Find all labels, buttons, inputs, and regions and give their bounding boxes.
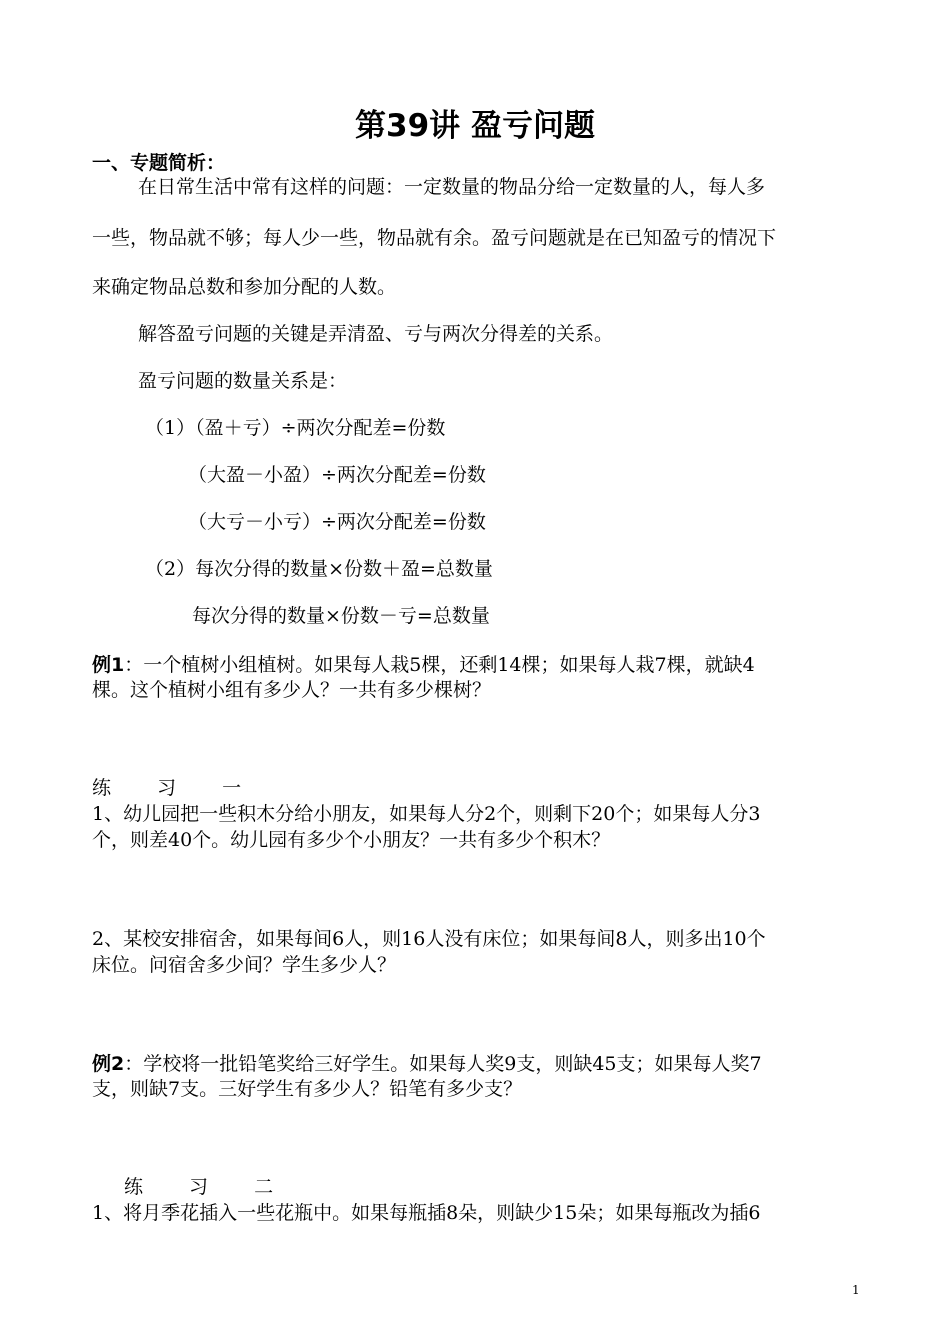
example-1-label: 例1 — [92, 654, 125, 676]
section-heading: 一、专题简析： — [92, 152, 226, 174]
intro-line-1: 在日常生活中常有这样的问题：一定数量的物品分给一定数量的人，每人多 — [138, 176, 766, 198]
example-2-label: 例2 — [92, 1053, 125, 1075]
example-1-line-2: 棵。这个植树小组有多少人？一共有多少棵树？ — [92, 679, 492, 701]
exercise-2-heading: 练 习 二 — [124, 1176, 294, 1198]
example-2-line-2: 支，则缺7支。三好学生有多少人？铅笔有多少支？ — [92, 1078, 523, 1100]
exercise-1-q1-line-1: 1、幼儿园把一些积木分给小朋友，如果每人分2个，则剩下20个；如果每人分3 — [92, 803, 761, 825]
exercise-1-heading: 练 习 一 — [92, 777, 262, 799]
intro-line-3: 来确定物品总数和参加分配的人数。 — [92, 276, 397, 298]
exercise-2-q1-line-1: 1、将月季花插入一些花瓶中。如果每瓶插8朵，则缺少15朵；如果每瓶改为插6 — [92, 1202, 761, 1224]
formula-1b: （大盈－小盈）÷两次分配差=份数 — [188, 464, 486, 486]
page-title: 第39讲 盈亏问题 — [355, 108, 595, 144]
example-2-text: ：学校将一批铅笔奖给三好学生。如果每人奖9支，则缺45支；如果每人奖7 — [124, 1053, 762, 1075]
intro-line-2: 一些，物品就不够；每人少一些，物品就有余。盈亏问题就是在已知盈亏的情况下 — [92, 227, 777, 249]
exercise-1-q2-line-1: 2、某校安排宿舍，如果每间6人，则16人没有床位；如果每间8人，则多出10个 — [92, 928, 766, 950]
example-1 — [92, 653, 755, 677]
example-1-text: ：一个植树小组植树。如果每人栽5棵，还剩14棵；如果每人栽7棵，就缺4 — [124, 654, 755, 676]
key-point: 解答盈亏问题的关键是弄清盈、亏与两次分得差的关系。 — [138, 323, 614, 345]
formula-2b: 每次分得的数量×份数－亏=总数量 — [192, 605, 490, 627]
page-number: 1 — [852, 1283, 860, 1297]
exercise-1-q1-line-2: 个，则差40个。幼儿园有多少个小朋友？一共有多少个积木？ — [92, 829, 611, 851]
formula-1: （1）（盈＋亏）÷两次分配差=份数 — [145, 417, 446, 439]
exercise-1-q2-line-2: 床位。问宿舍多少间？学生多少人？ — [92, 954, 397, 976]
relation-intro: 盈亏问题的数量关系是： — [138, 370, 348, 392]
example-2 — [92, 1052, 762, 1076]
formula-2: （2）每次分得的数量×份数＋盈=总数量 — [145, 558, 493, 580]
formula-1c: （大亏－小亏）÷两次分配差=份数 — [188, 511, 486, 533]
